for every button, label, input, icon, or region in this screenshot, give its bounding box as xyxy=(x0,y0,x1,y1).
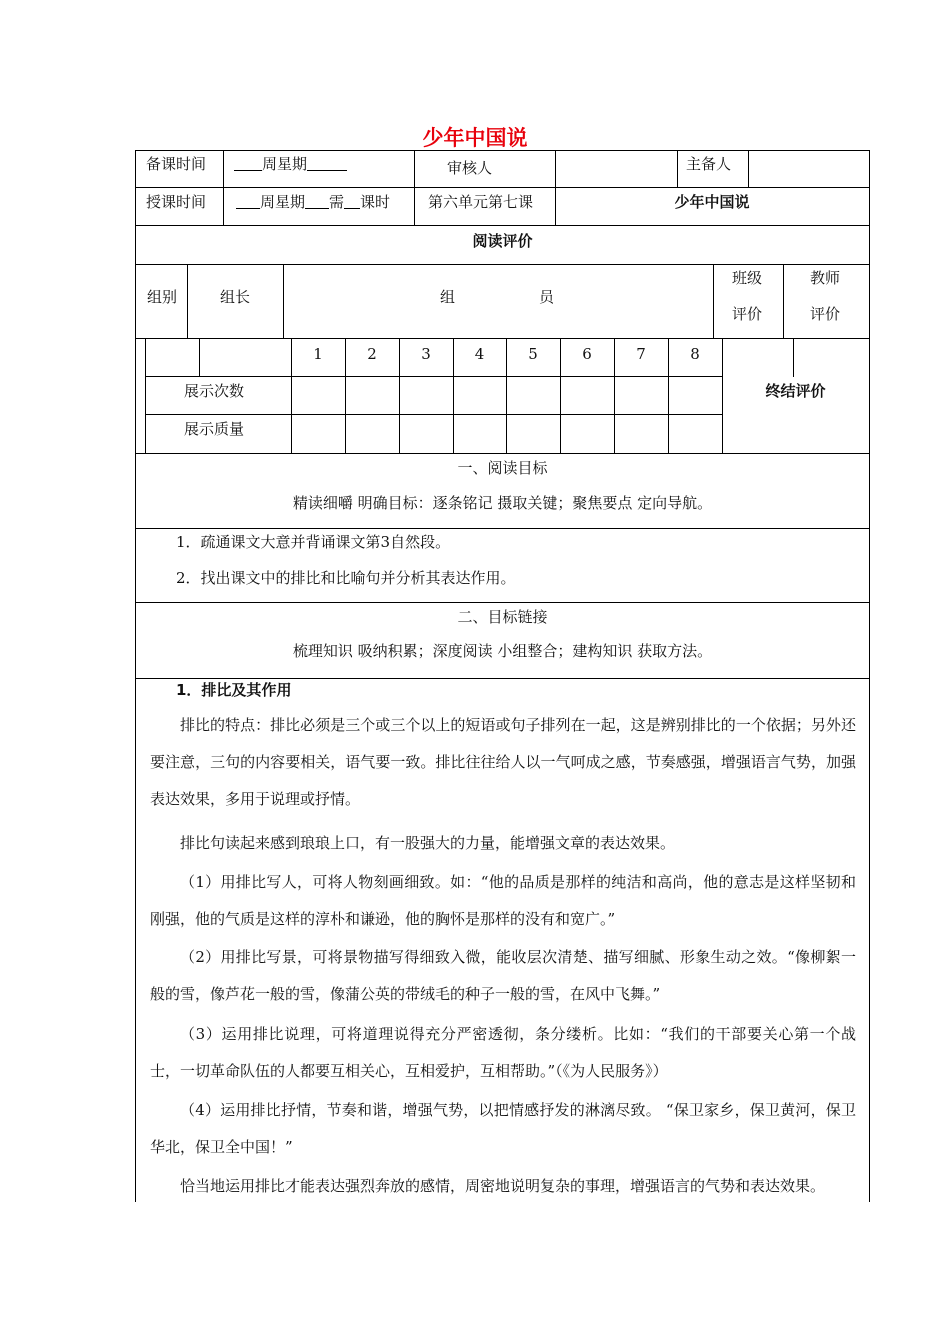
content-heading: 1．排比及其作用 xyxy=(176,681,292,699)
cell-border xyxy=(414,150,415,225)
rule xyxy=(136,150,869,151)
rule xyxy=(136,264,869,265)
cell-border xyxy=(793,338,794,377)
content-paragraph: （1）用排比写人，可将人物刻画细致。如：“他的品质是那样的纯洁和高尚，他的意志是这样坚韧和刚强，他的气质是这样的淳朴和谦逊，他的胸怀是那样的没有和宽广。” xyxy=(150,873,856,928)
group-number: 8 xyxy=(690,345,700,363)
leader-label: 组长 xyxy=(220,288,251,306)
content-paragraph: 排比的特点：排比必须是三个或三个以上的短语或句子排列在一起，这是辨别排比的一个依据；另外还要注意，三句的内容要相关，语气要一致。排比往往给人以一气呵成之感，节奏感强，增强语言气势，加强表达效果，多用于说理或抒情。 xyxy=(150,716,856,808)
prep-time-value: 周星期 xyxy=(234,154,347,174)
group-number: 7 xyxy=(636,345,646,363)
rule xyxy=(145,376,722,377)
content-paragraph: （3）运用排比说理，可将道理说得充分严密透彻，条分缕析。比如：“我们的干部要关心第一个战士，一切革命队伍的人都要互相关心，互相爱护，互相帮助。”（《为人民服务》） xyxy=(150,1025,856,1080)
rule xyxy=(145,414,722,415)
content-paragraph: （2）用排比写景，可将景物描写得细致入微，能收层次清楚、描写细腻、形象生动之效。“像柳絮一般的雪，像芦花一般的雪，像蒲公英的带绒毛的种子一般的雪，在风中飞舞。” xyxy=(150,948,856,1003)
rule xyxy=(136,528,869,529)
section-goal-links-title: 二、目标链接 xyxy=(457,608,548,626)
unit-label: 第六单元第七课 xyxy=(428,193,534,211)
cell-border xyxy=(677,150,678,187)
prep-time-label: 备课时间 xyxy=(146,155,207,173)
members-label-1: 组 xyxy=(440,288,456,306)
cell-border xyxy=(223,150,224,225)
class-eval-label-2: 评价 xyxy=(732,305,763,323)
reviewer-label: 审核人 xyxy=(447,159,493,177)
section-goal-links-subtitle: 梳理知识 吸纳积累；深度阅读 小组整合；建构知识 获取方法。 xyxy=(292,642,713,660)
rule xyxy=(136,338,869,339)
section-reading-goals-subtitle: 精读细嚼 明确目标：逐条铭记 摄取关键；聚焦要点 定向导航。 xyxy=(292,494,713,512)
rule xyxy=(136,453,869,454)
lesson-title: 少年中国说 xyxy=(674,193,750,211)
reading-evaluation-title: 阅读评价 xyxy=(472,232,533,250)
group-number: 2 xyxy=(367,345,377,363)
class-eval-label-1: 班级 xyxy=(732,269,763,287)
teacher-eval-label-2: 评价 xyxy=(810,305,841,323)
group-number: 6 xyxy=(582,345,592,363)
final-evaluation-label: 终结评价 xyxy=(765,382,826,400)
cell-border xyxy=(748,150,749,187)
cell-border xyxy=(187,264,188,338)
goal-item: 2．找出课文中的排比和比喻句并分析其表达作用。 xyxy=(176,569,516,587)
rule xyxy=(136,678,869,679)
rule xyxy=(136,225,869,226)
main-preparer-label: 主备人 xyxy=(686,155,732,173)
teach-time-label: 授课时间 xyxy=(146,193,207,211)
cell-border xyxy=(713,264,714,338)
group-number: 3 xyxy=(421,345,431,363)
cell-border xyxy=(283,264,284,338)
lesson-plan-sheet xyxy=(135,150,870,1202)
cell-border xyxy=(783,264,784,338)
page-title: 少年中国说 xyxy=(422,126,528,150)
section-reading-goals-title: 一、阅读目标 xyxy=(457,459,548,477)
goal-item: 1．疏通课文大意并背诵课文第3自然段。 xyxy=(176,533,451,551)
content-paragraph: （4）运用排比抒情，节奏和谐，增强气势，以把情感抒发的淋漓尽致。 “保卫家乡，保卫黄河，保卫华北，保卫全中国！” xyxy=(150,1101,856,1156)
rule xyxy=(136,187,869,188)
cell-border xyxy=(555,150,556,225)
members-label-2: 员 xyxy=(539,288,555,306)
group-number: 5 xyxy=(528,345,538,363)
teach-time-value: 周星期 需 课时 xyxy=(236,192,390,212)
group-number: 1 xyxy=(313,345,323,363)
teacher-eval-label-1: 教师 xyxy=(810,269,841,287)
cell-border xyxy=(199,338,200,377)
cell-border xyxy=(145,338,146,453)
content-paragraph: 排比句读起来感到琅琅上口，有一股强大的力量，能增强文章的表达效果。 xyxy=(180,834,676,852)
group-label: 组别 xyxy=(147,288,178,306)
show-quality-label: 展示质量 xyxy=(184,420,245,438)
group-number: 4 xyxy=(474,345,485,363)
content-paragraph: 恰当地运用排比才能表达强烈奔放的感情，周密地说明复杂的事理，增强语言的气势和表达效果。 xyxy=(180,1177,826,1195)
show-count-label: 展示次数 xyxy=(184,382,245,400)
rule xyxy=(136,602,869,603)
